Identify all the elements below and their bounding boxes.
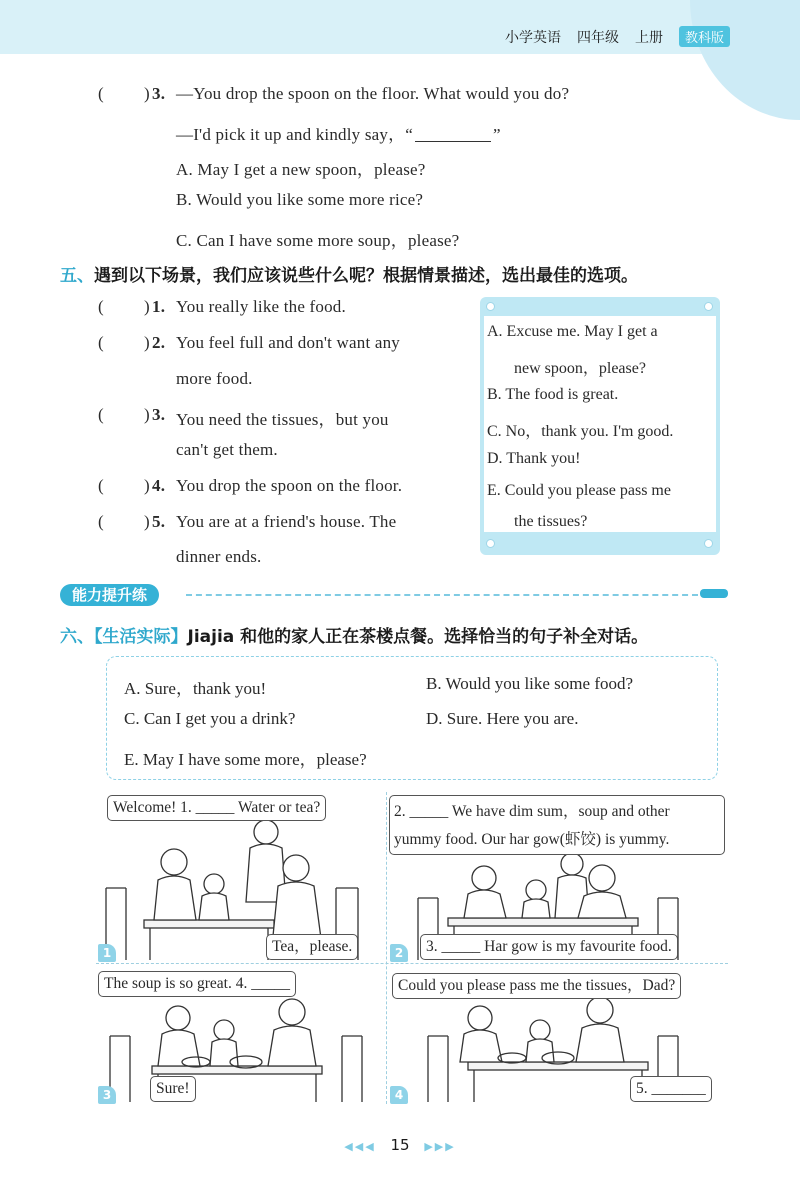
item-text: more food. xyxy=(176,369,253,388)
header-decoration xyxy=(690,0,800,120)
question-number: 3. xyxy=(152,84,166,103)
item-number: 5. xyxy=(152,512,166,531)
question-prompt: —You drop the spoon on the floor. What would you do? xyxy=(176,84,570,103)
prev-arrows-icon: ◀◀◀ xyxy=(344,1140,376,1153)
section-6-title: 六、【生活实际】Jiajia 和他的家人正在茶楼点餐。选择恰当的句子补全对话。 xyxy=(60,627,649,647)
option-a: A. May I get a new spoon，please? xyxy=(176,160,426,179)
card-dot xyxy=(704,302,713,311)
item-number: 3. xyxy=(152,405,166,424)
speech-bubble: Could you please pass me the tissues，Dad? xyxy=(392,973,681,999)
page-number: 15 xyxy=(390,1136,410,1154)
page-footer xyxy=(0,1136,800,1154)
option-b: B. Would you like some more rice? xyxy=(176,190,424,209)
card-dot xyxy=(486,302,495,311)
item-number: 1. xyxy=(152,297,166,316)
option-item: E. Could you please pass me xyxy=(487,482,671,499)
choice-e: E. May I have some more，please? xyxy=(124,750,367,769)
answer-paren[interactable]: ( xyxy=(98,405,104,424)
answer-paren[interactable]: ( xyxy=(98,297,104,316)
option-item: A. Excuse me. May I get a xyxy=(487,323,658,340)
header-info xyxy=(505,26,730,47)
choice-c: C. Can I get you a drink? xyxy=(124,709,296,728)
answer-paren[interactable]: ( xyxy=(98,476,104,495)
answer-paren[interactable]: ( xyxy=(98,512,104,531)
option-item: B. The food is great. xyxy=(487,386,619,403)
item-text: You really like the food. xyxy=(176,297,346,316)
panel-1-badge: 1 xyxy=(98,944,116,962)
item-number: 2. xyxy=(152,333,166,352)
header-subject: 小学英语 xyxy=(504,29,561,46)
speech-bubble: Tea，please. xyxy=(266,934,358,960)
answer-paren[interactable]: ( xyxy=(98,333,104,352)
panel-2-badge: 2 xyxy=(390,944,408,962)
option-c: C. Can I have some more soup，please? xyxy=(176,231,460,250)
section-5-title: 五、遇到以下场景，我们应该说些什么呢？根据情景描述，选出最佳的选项。 xyxy=(60,266,638,286)
option-item: new spoon，please? xyxy=(514,360,646,377)
item-text: You feel full and don't want any xyxy=(176,333,400,352)
option-item: the tissues? xyxy=(514,513,588,530)
speech-bubble: Welcome! 1. _____ Water or tea? xyxy=(107,795,326,821)
card-dot xyxy=(486,539,495,548)
speech-bubble: 5. _______ xyxy=(630,1076,712,1102)
card-dot xyxy=(704,539,713,548)
ability-banner: 能力提升练 xyxy=(60,584,159,606)
header-grade: 四年级 xyxy=(576,29,619,46)
answer-paren-close: ) xyxy=(144,84,150,103)
next-arrows-icon: ▶▶▶ xyxy=(424,1140,456,1153)
question-reply: —I'd pick it up and kindly say，“ ” xyxy=(176,125,501,144)
panel-4-badge: 4 xyxy=(390,1086,408,1104)
item-text: dinner ends. xyxy=(176,547,262,566)
answer-paren-open: ( xyxy=(98,84,104,103)
item-text: You need the tissues，but you xyxy=(176,410,389,429)
speech-bubble: 2. _____ We have dim sum，soup and other yummy food. Our har gow(虾饺) is yummy. xyxy=(389,795,725,855)
panel-divider xyxy=(386,792,387,1104)
option-item: C. No，thank you. I'm good. xyxy=(487,423,674,440)
item-text: You are at a friend's house. The xyxy=(176,512,397,531)
choice-b: B. Would you like some food? xyxy=(426,674,634,693)
panel-divider xyxy=(96,963,728,964)
speech-bubble: The soup is so great. 4. _____ xyxy=(98,971,296,997)
banner-dashed-line xyxy=(186,594,698,596)
header-volume: 上册 xyxy=(634,29,663,46)
header-edition-badge: 教科版 xyxy=(679,26,730,47)
item-text: You drop the spoon on the floor. xyxy=(176,476,403,495)
option-item: D. Thank you! xyxy=(487,450,581,467)
speech-bubble: 3. _____ Har gow is my favourite food. xyxy=(420,934,678,960)
pencil-icon xyxy=(700,589,728,598)
speech-bubble: Sure! xyxy=(150,1076,196,1102)
panel-3-badge: 3 xyxy=(98,1086,116,1104)
choice-a: A. Sure，thank you! xyxy=(124,679,267,698)
item-text: can't get them. xyxy=(176,440,278,459)
answer-blank[interactable] xyxy=(415,141,491,142)
item-number: 4. xyxy=(152,476,166,495)
choice-d: D. Sure. Here you are. xyxy=(426,709,579,728)
